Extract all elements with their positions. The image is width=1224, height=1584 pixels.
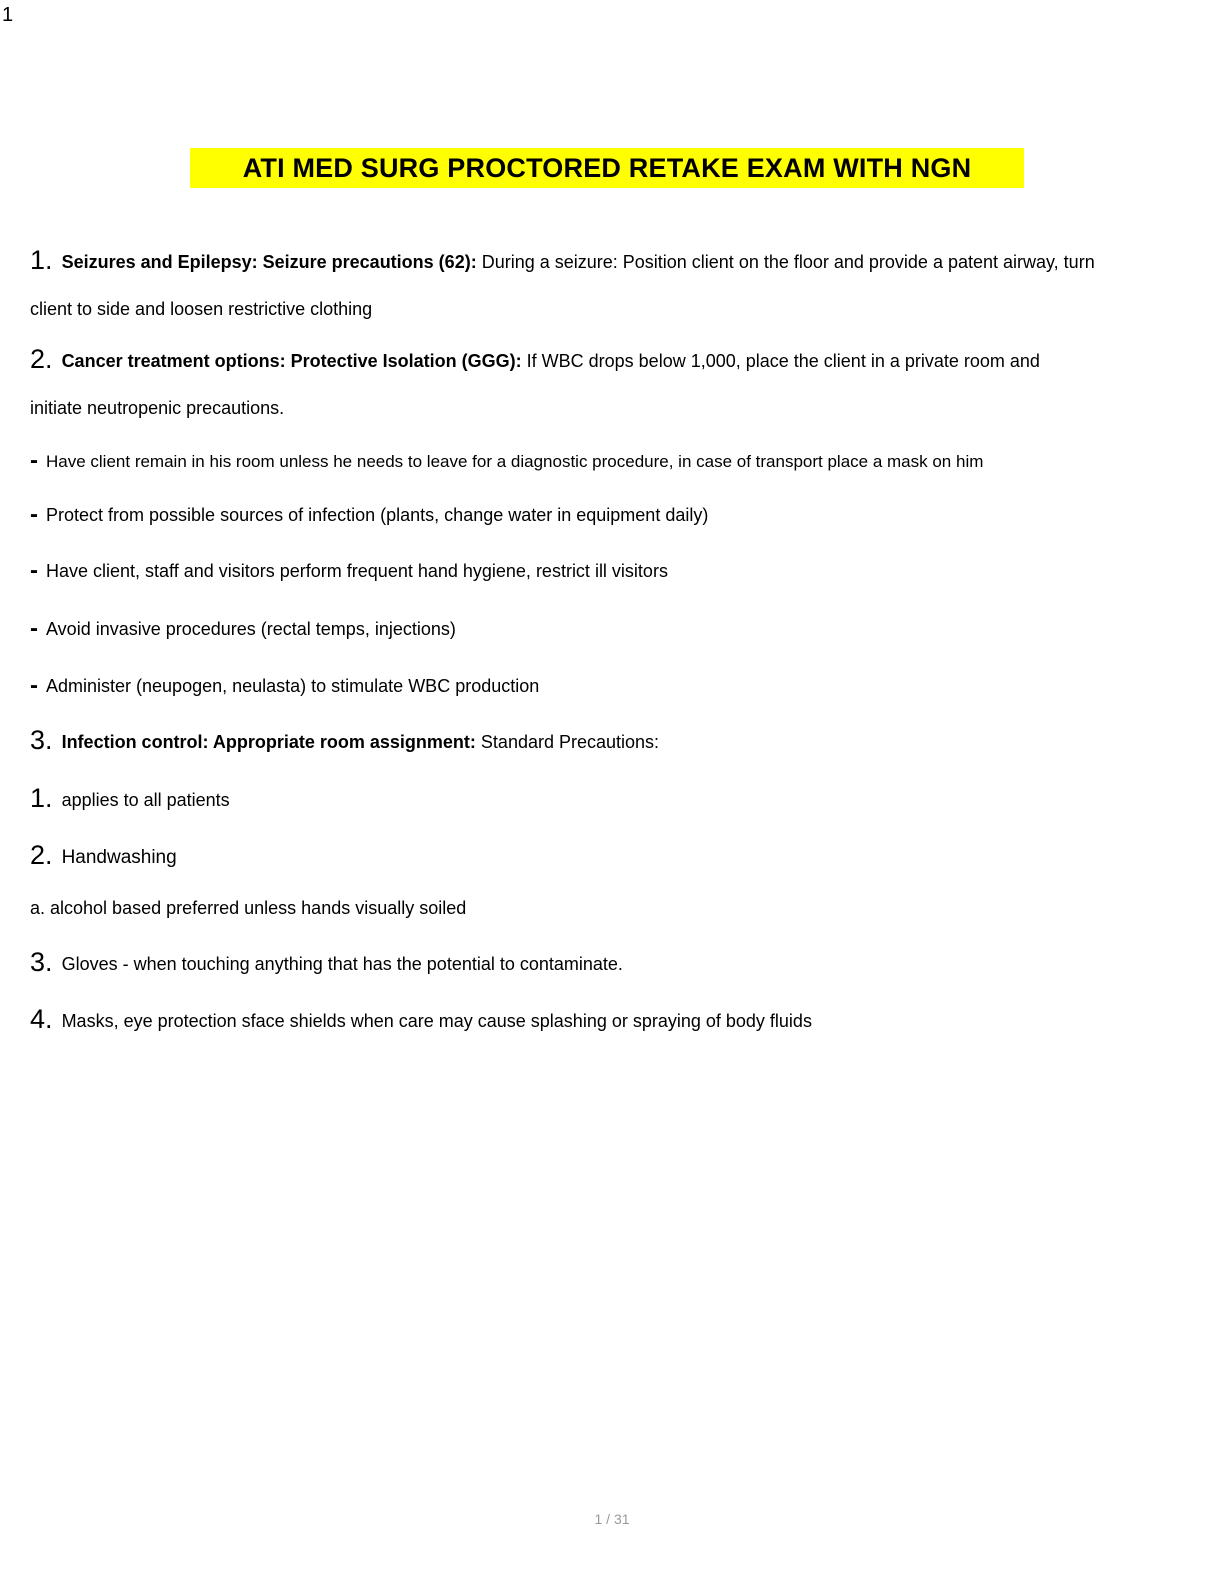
- document-title: ATI MED SURG PROCTORED RETAKE EXAM WITH NGN: [242, 152, 972, 183]
- sub-item-number: 4.: [30, 1004, 53, 1034]
- sub-item-number: 1.: [30, 783, 53, 813]
- item-text: During a seizure: Position client on the floor and provide a patent airway, turn: [476, 252, 1095, 272]
- sub-item: 2. Handwashing: [30, 840, 177, 870]
- sub-item: 3. Gloves - when touching anything that has the potential to contaminate.: [30, 947, 623, 977]
- item-text: If WBC drops below 1,000, place the client in a private room and: [521, 351, 1040, 371]
- title-highlight: [190, 148, 1024, 188]
- sub-item: 4. Masks, eye protection sface shields when care may cause splashing or spraying of body fluids: [30, 1004, 812, 1034]
- page-corner-number: 1: [2, 4, 14, 26]
- item-heading: Infection control: Appropriate room assignment:: [61, 732, 476, 752]
- bullet-item: - Administer (neupogen, neulasta) to stimulate WBC production: [30, 672, 540, 699]
- dash-marker: -: [30, 615, 38, 642]
- item-1-line: [30, 245, 1095, 275]
- bullet-item: - Have client, staff and visitors perform frequent hand hygiene, restrict ill visitors: [30, 557, 668, 584]
- bullet-item: - Avoid invasive procedures (rectal temps, injections): [30, 615, 456, 642]
- item-3-line: [30, 725, 660, 755]
- sub-item-number: 3.: [30, 947, 53, 977]
- page-indicator: 1 / 31: [594, 1511, 630, 1527]
- item-1-continuation: client to side and loosen restrictive clothing: [30, 299, 373, 319]
- bullet-item: - Protect from possible sources of infection (plants, change water in equipment daily): [30, 501, 709, 528]
- item-number: 3.: [30, 725, 53, 755]
- dash-marker: -: [30, 501, 38, 528]
- sub-item-number: 2.: [30, 840, 53, 870]
- item-heading: Cancer treatment options: Protective Isolation (GGG):: [61, 351, 522, 371]
- bullet-item: - Have client remain in his room unless he needs to leave for a diagnostic procedure, in case of transport place a mask on him: [30, 447, 984, 474]
- dash-marker: -: [30, 557, 38, 584]
- item-number: 1.: [30, 245, 53, 275]
- sub-item-detail: a. alcohol based preferred unless hands visually soiled: [30, 898, 467, 918]
- dash-marker: -: [30, 447, 38, 474]
- item-text: Standard Precautions:: [475, 732, 660, 752]
- item-number: 2.: [30, 344, 53, 374]
- sub-item: 1. applies to all patients: [30, 783, 230, 813]
- item-2-line: [30, 344, 1040, 374]
- item-heading: Seizures and Epilepsy: Seizure precautions (62):: [61, 252, 477, 272]
- dash-marker: -: [30, 672, 38, 699]
- item-2-continuation: initiate neutropenic precautions.: [30, 398, 285, 418]
